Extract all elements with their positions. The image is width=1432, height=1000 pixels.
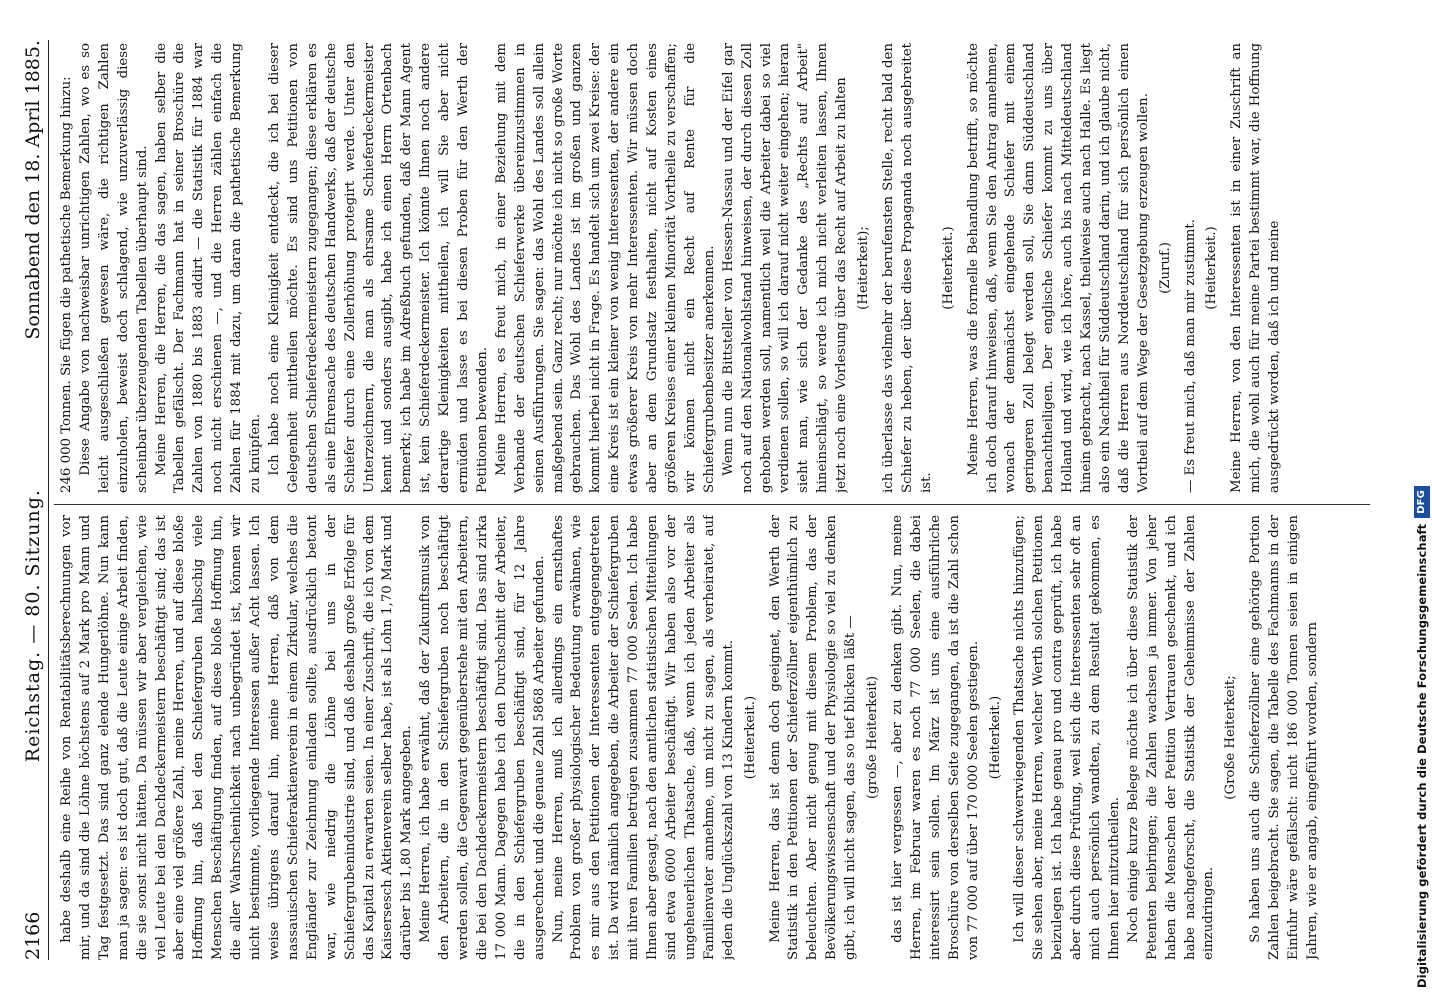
- paragraph: ich überlasse das vielmehr der berufensten Stelle, recht bald den Schiefer zu heben, der über diese Propaganda noch ausgebreitet ist.: [880, 43, 934, 493]
- paragraph: Wenn nun die Bittsteller von Hessen-Nassau und der Eifel gar noch auf den Nationalwohlstand hinweisen, der durch diesen Zoll gehoben werden soll, namentlich weil die Arbeiter dabei so viel verdienen sollen, so will ich darauf nicht weiter eingehen; hieran sieht man, wie sich der Gedanke des „Rechts auf Arbeit" hineinschlägt, so werde ich mich nicht verleiten lassen, Ihnen jetzt noch eine Vorlesung über das Recht auf Arbeit zu halten: [720, 43, 850, 493]
- paragraph: Nun, meine Herren, muß ich allerdings ein ernsthaftes Problem von großer physiologischer Bedeutung erwähnen, wie es mir aus den Petitionen der Interessenten entgegengetreten ist. Da wird nämlich angegeben, die Arbeiter der Schiefergruben mit ihren Familien betrügen zusammen 77 000 Seelen. Ich habe Ihnen aber gesagt, nach den amtlichen statistischen Mitteilungen sind etwa 6000 Arbeiter beschäftigt. Wir haben also vor der ungeheuerlichen Thatsache, daß, wenn ich jeden Arbeiter als Familienvater annehme, um nicht zu sagen, als verheiratet, auf jeden die Unglückszahl von 13 Kindern kommt.: [550, 515, 736, 960]
- paragraph: Ich will dieser schwerwiegenden Thatsache nichts hinzufügen; Sie sehen aber, meine Herren, welcher Werth solchen Petitionen beizulegen ist. Ich habe genau pro und contra geprüft, ich habe aber durch diese Prüfung, weil sich die Interessenten sehr oft an mich auch persönlich wandten, zu dem Resultat gekommen, es Ihnen hier mitzutheilen.: [1012, 515, 1122, 960]
- page-number: 2166: [22, 911, 44, 960]
- paragraph: Meine Herren, das ist denn doch geeignet, den Werth der Statistik in den Petitionen der Schieferzöllner eigenthümlich zu beleuchten. Aber nicht genug mit diesem Problem, das der Bevölkerungswissenschaft und der Physiologie so viel zu denken gibt, ich will nicht sagen, das so tief blicken läßt —: [767, 515, 859, 960]
- digitization-credit: [1404, 0, 1432, 1000]
- paragraph: das ist hier vergessen —, aber zu denken gibt. Nun, meine Herren, im Februar waren es noch 77 000 Seelen, die dabei interessirt sein sollen. Im März ist uns eine ausführliche Broschüre von derselben Seite zugegangen, da ist die Zahl schon von 77 000 auf über 170 000 Seelen gestiegen.: [889, 515, 981, 960]
- paragraph: Meine Herren, von den Interessenten ist in einer Zuschrift an mich, die wohl auch für meine Partei bestimmt war, die Hoffnung ausgedrückt worden, daß ich und meine: [1229, 43, 1283, 493]
- stage-direction: (Zuruf.): [1157, 242, 1173, 294]
- paragraph: Diese Angabe von nachweisbar unrichtigen Zahlen, wo es so leicht ausgeschließen gewesen wäre, die richtigen Zahlen einzuholen, beweist doch schlagend, wie unzuverlässig diese scheinbar überzeugenden Tabellen überhaupt sind.: [77, 43, 150, 493]
- paragraph: So haben uns auch die Schieferzöllner eine gehörige Portion Zahlen beigebracht. Sie sagen, die Tabelle des Fachmanns in der Einfuhr wäre gefälscht: nicht 186 000 Tonnen seien in einigen Jahren, wie er angab, eingeführt worden, sondern: [1248, 515, 1320, 960]
- paragraph: — Es freut mich, daß man mir zustimmt.: [1182, 219, 1198, 493]
- stage-direction: (Heiterkeit.): [940, 226, 956, 310]
- paragraph: Ich habe noch eine Kleinigkeit entdeckt, die ich bei dieser Gelegenheit mittheilen möchte. Es sind uns Petitionen von deutschen Schieferdeckermeistern zugegangen; diese erklären es als eine Ehrensache des deutschen Handwerks, daß der deutsche Schiefer durch eine Zollerhöhung protegirt werde. Unter den Unterzeichnern, die man als ehrsame Schieferdeckermeister kennt und sonders ausgibt, habe ich einen Herrn Ortenbach bemerkt; ich habe im Adreßbuch gefunden, daß der Mann Agent ist, kein Schieferdeckermeister. Ich könnte Ihnen noch andere derartige Kleinigkeiten mittheilen, ich will Sie aber nicht ermüden und lasse es bei diesen Proben für den Werth der Petitionen bewenden.: [266, 43, 490, 493]
- stage-direction: (Heiterkeit);: [856, 226, 872, 310]
- paragraph: Meine Herren, was die formelle Behandlung betrifft, so möchte ich doch darauf hinweisen, daß, wenn Sie den Antrag annehmen, wonach der demnächst eingehende Schiefer mit einem geringeren Zoll belegt werden soll, Sie dann Süddeutschland benachtheiligen. Der englische Schiefer kommt zu uns über Holland und wird, wie ich höre, auch bis nach Mitteldeutschland hinein gebracht, nach Kassel, theilweise auch nach Halle. Es liegt also ein Nachtheil für Süddeutschland darin, und ich glaube nicht, daß die Herren aus Norddeutschland für sich persönlich einen Vortheil auf dem Wege der Gesetzgebung erzeugen wollen.: [965, 43, 1151, 493]
- paragraph: Meine Herren, ich habe erwähnt, daß der Zukunftsmusik von den Arbeitern, die in den Schiefergruben noch beschäftigt werden sollen, die Gegenwart gegenüberstehe mit den Arbeitern, die bei den Dachdeckermeistern beschäftigt sind. Das sind zirka 17 000 Mann. Dagegen habe ich den Durchschnitt der Arbeiter, die in den Schiefergruben beschäftigt sind, für 12 Jahre ausgerechnet und die genaue Zahl 5868 Arbeiter gefunden.: [418, 515, 547, 960]
- paragraph: Meine Herren, es freut mich, in einer Beziehung mit dem Verbande der deutschen Schieferwerke übereinzustimmen in seinen Ausführungen. Sie sagen: das Wohl des Landes soll allein maßgebend sein. Ganz recht; nur möchte ich nicht so große Worte gebrauchen. Das Wohl des Landes ist im großen und ganzen kommt hierbei nicht in Frage. Es handelt sich um zwei Kreise: der eine Kreis ist ein kleiner von wenig Interessenten, der andere ein etwas größerer Kreis von mehr Interessenten. Wir müssen doch aber an dem Grundsatz festhalten, nicht auf Kosten eines größeren Kreises einer kleinen Minorität Vortheile zu verschaffen; wir können nicht ein Recht auf Rente für die Schiefergrubenbesitzer anerkennen.: [493, 43, 717, 493]
- paragraph: Meine Herren, die Herren, die das sagen, haben selber die Tabellen gefälscht. Der Fachmann hat in seiner Broschüre die Zahlen von 1880 bis 1883 addirt — die Statistik für 1884 war noch nicht erschienen —, und die Herren zählen einfach die Zahlen für 1884 mit dazu, um daran die pathetische Bemerkung zu knüpfen.: [153, 43, 264, 493]
- dfg-logo: DFG: [1414, 486, 1430, 518]
- header-left-title: Reichstag. — 80. Sitzung.: [22, 489, 44, 763]
- stage-direction: (Große Heiterkeit;: [1223, 675, 1239, 800]
- credit-text: Digitalisierung gefördert durch die Deutsche Forschungsgemeinschaft: [1415, 523, 1429, 988]
- text-column-right: [58, 43, 1374, 493]
- header-date: Sonnabend den 18. April 1885.: [22, 40, 44, 340]
- stage-direction: (Heiterkeit.): [742, 695, 758, 780]
- paragraph: 246 000 Tonnen. Sie fügen die pathetische Bemerkung hinzu:: [59, 76, 74, 493]
- stage-direction: (Heiterkeit.): [1204, 226, 1220, 310]
- paragraph: habe deshalb eine Reihe von Rentabilitätsberechnungen vor mir, und da sind die Löhne höchstens auf 2 Mark pro Mann und Tag festgesetzt. Das sind ganz elende Hungerlöhne. Nun kann man ja sagen: es ist doch gut, daß die Leute einige Arbeit finden, die sie sonst nicht hätten. Da müssen wir aber vergleichen, wie viel Leute bei den Dachdeckermeistern beschäftigt sind; das ist aber eine viel größere Zahl, meine Herren, und auf diese bloße Hoffnung hin, daß bei den Schiefergruben halbschig viele Menschen Beschäftigung finden, auf diese bloße Hoffnung hin, die aller Wahrscheinlichkeit nach unbegründet ist, können wir nicht bestimmte, vorliegende Interessen außer Acht lassen. Ich weise übrigens darauf hin, meine Herren, daß von dem nassauischen Schieferaktienverein in einem Zirkular, welches die Engländer zur Zeichnung einladen sollte, ausdrücklich betont war, wie niedrig die Löhne bei uns in der Schiefergrubenindustrie sind, und daß deshalb große Erfolge für das Kapital zu erwarten seien. In einer Zuschrift, die ich von dem Kaisersesch Aktienverein selber habe, ist als Lohn 1,70 Mark und darüber bis 1,80 Mark angegeben.: [59, 515, 415, 960]
- column-divider: [54, 504, 1370, 505]
- text-column-left: [58, 515, 1374, 960]
- stage-direction: (große Heiterkeit): [865, 675, 881, 800]
- running-head: [18, 40, 49, 960]
- stage-direction: (Heiterkeit.): [987, 695, 1003, 780]
- paragraph: Noch einige kurze Belege möchte ich über diese Statistik der Petenten beibringen; die Zahlen wachsen ja immer. Von jeher haben die Menschen der Petition Vertrauen geschenkt, und ich habe nachgeforscht, die Statistik der Geheimnisse der Zahlen einzudringen.: [1125, 515, 1217, 960]
